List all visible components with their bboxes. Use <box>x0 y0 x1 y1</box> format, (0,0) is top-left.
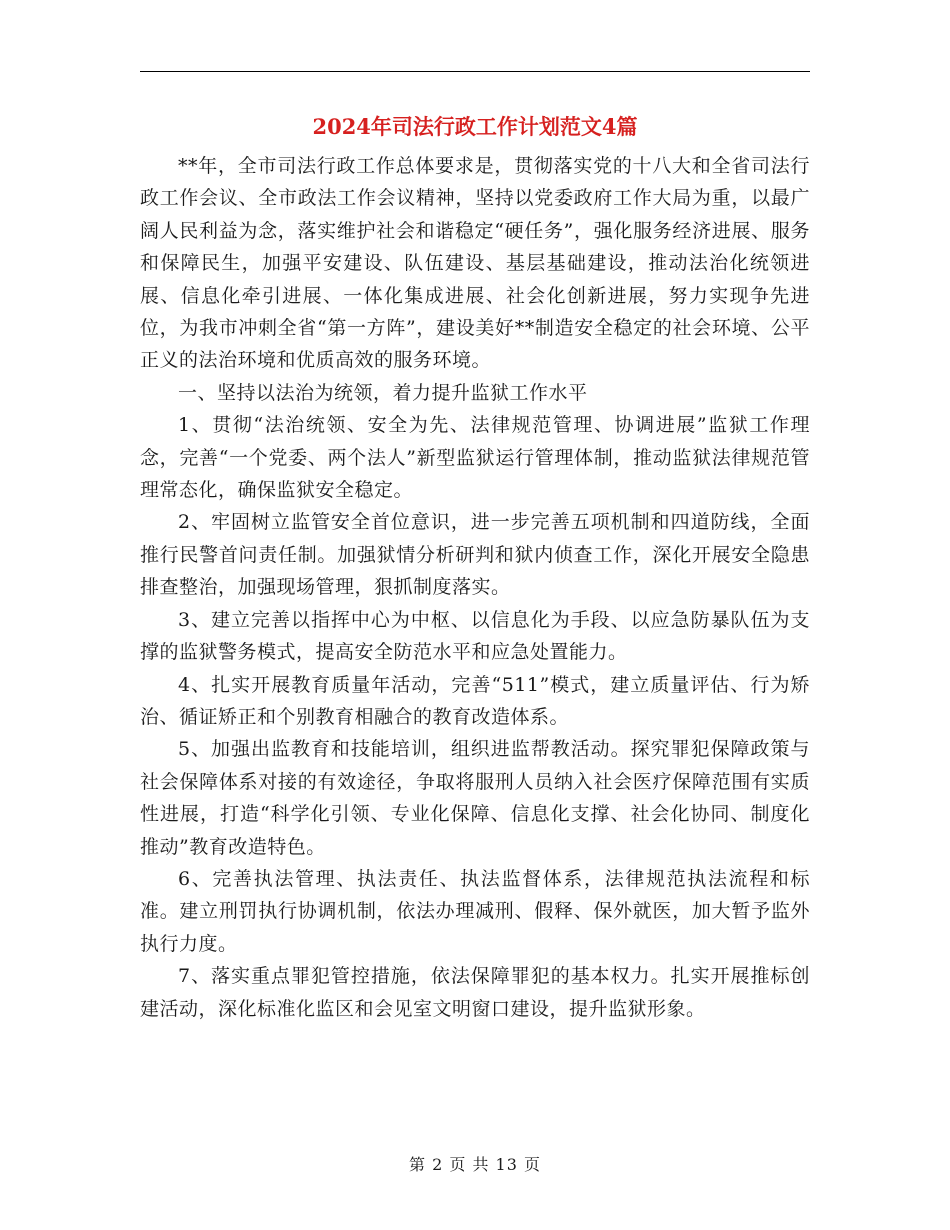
document-title: 2024年司法行政工作计划范文4篇 <box>312 114 638 139</box>
header-rule <box>140 71 810 72</box>
page-footer <box>0 1153 950 1177</box>
document-body <box>140 150 810 1025</box>
list-item: 7、落实重点罪犯管控措施，依法保障罪犯的基本权力。扎实开展推标创建活动，深化标准化监区和会见室文明窗口建设，提升监狱形象。 <box>140 965 810 1020</box>
footer-total-pages: 13 <box>495 1155 518 1174</box>
footer-suffix: 页 <box>524 1155 542 1174</box>
list-item: 4、扎实开展教育质量年活动，完善“511”模式，建立质量评估、行为矫治、循证矫正和个别教育相融合的教育改造体系。 <box>140 673 810 728</box>
list-item: 1、贯彻“法治统领、安全为先、法律规范管理、协调进展”监狱工作理念，完善“一个党委、两个法人”新型监狱运行管理体制，推动监狱法律规范管理常态化，确保监狱安全稳定。 <box>140 414 810 502</box>
list-item: 3、建立完善以指挥中心为中枢、以信息化为手段、以应急防暴队伍为支撑的监狱警务模式，提高安全防范水平和应急处置能力。 <box>140 608 810 664</box>
footer-prefix: 第 <box>408 1155 426 1174</box>
intro-paragraph: **年，全市司法行政工作总体要求是，贯彻落实党的十八大和全省司法行政工作会议、全市政法工作会议精神，坚持以党委政府工作大局为重，以最广阔人民利益为念，落实维护社会和谐稳定“硬任务”，强化服务经济进展、服务和保障民生，加强平安建设、队伍建设、基层基础建设，推动法治化统领进展、信息化牵引进展、一体化集成进展、社会化创新进展，努力实现争先进位，为我市冲刺全省“第一方阵”，建设美好**制造安全稳定的社会环境、公平正义的法治环境和优质高效的服务环境。 <box>140 155 810 372</box>
footer-middle: 页 共 <box>449 1155 490 1174</box>
list-item: 6、完善执法管理、执法责任、执法监督体系，法律规范执法流程和标准。建立刑罚执行协调机制，依法办理减刑、假释、保外就医，加大暂予监外执行力度。 <box>140 867 810 955</box>
list-item: 5、加强出监教育和技能培训，组织进监帮教活动。探究罪犯保障政策与社会保障体系对接的有效途径，争取将服刑人员纳入社会医疗保障范围有实质性进展，打造“科学化引领、专业化保障、信息化支撑、社会化协同、制度化推动”教育改造特色。 <box>140 738 810 858</box>
section-heading: 一、坚持以法治为统领，着力提升监狱工作水平 <box>178 381 588 404</box>
list-item: 2、牢固树立监管安全首位意识，进一步完善五项机制和四道防线，全面推行民警首问责任制。加强狱情分析研判和狱内侦查工作，深化开展安全隐患排查整治，加强现场管理，狠抓制度落实。 <box>140 511 810 599</box>
footer-current-page: 2 <box>432 1155 444 1174</box>
